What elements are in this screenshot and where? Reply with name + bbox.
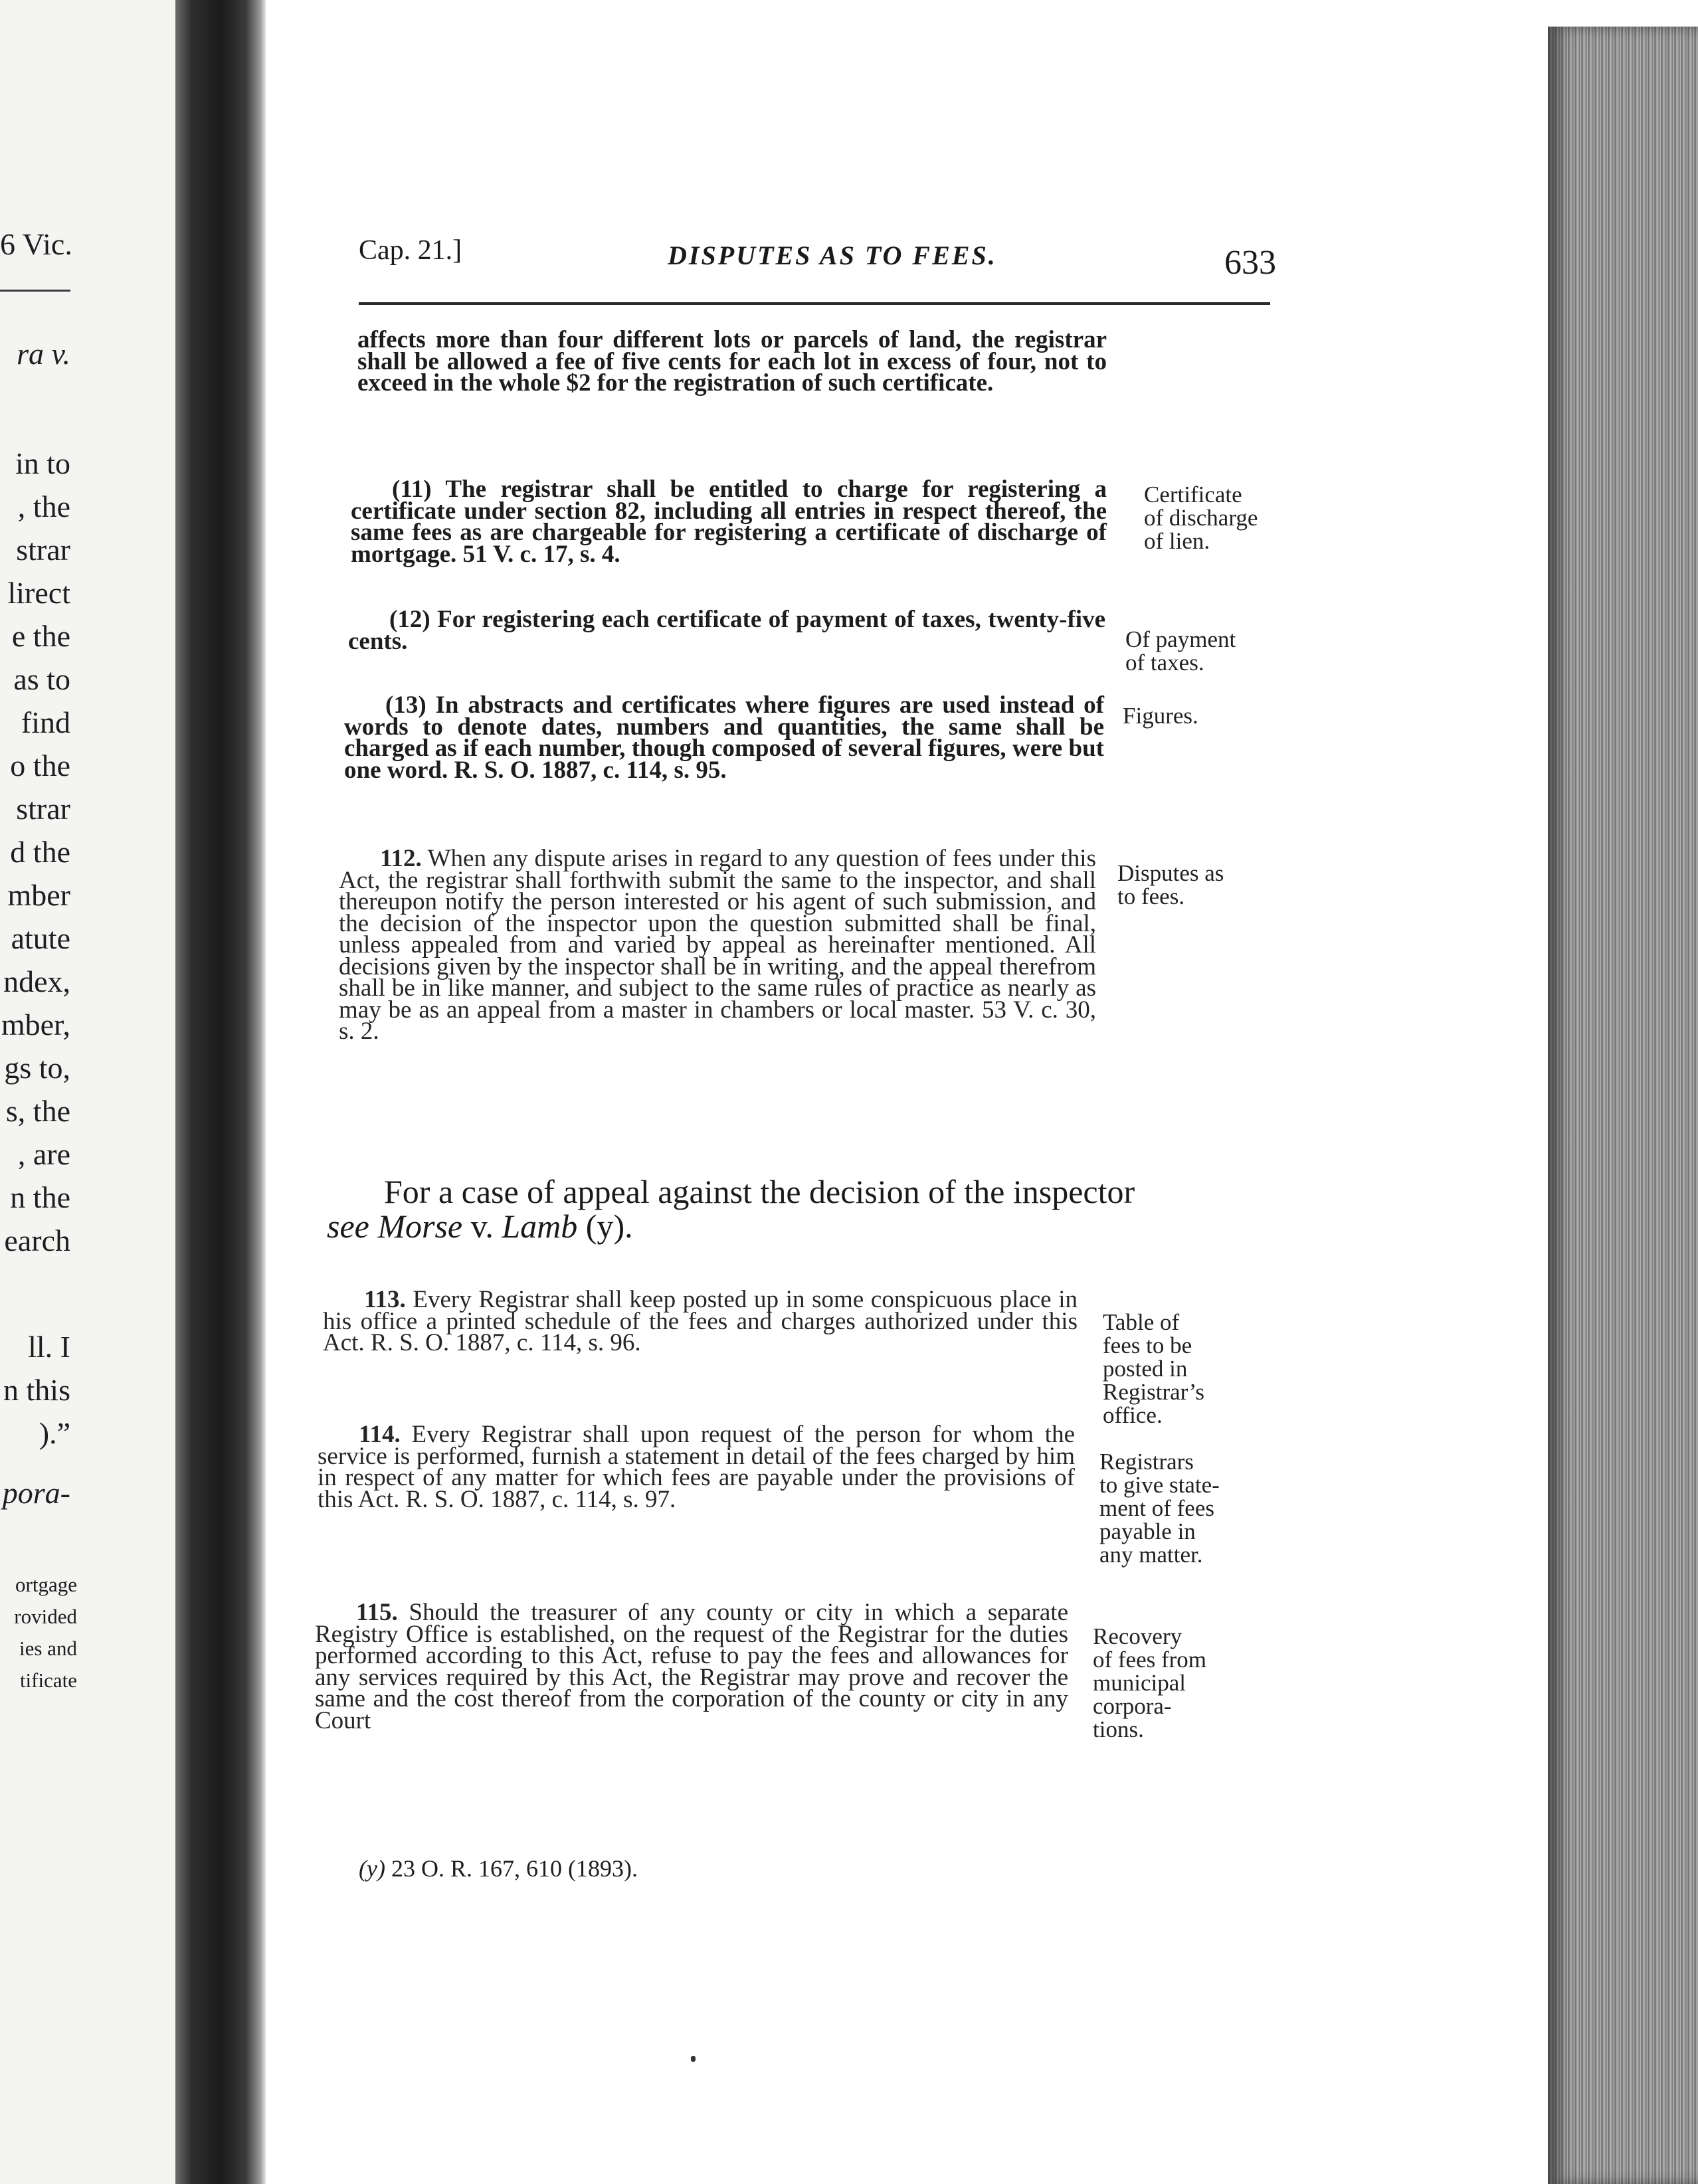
versus: v.	[470, 1208, 494, 1245]
margin-note-line: payable in	[1099, 1518, 1196, 1544]
margin-note-line: of fees from	[1093, 1647, 1207, 1673]
chapter-label: Cap. 21.]	[359, 235, 462, 266]
margin-note-line: office.	[1103, 1402, 1163, 1428]
paragraph-text: affects more than four different lots or parcels of land, the registrar shall be allowed a fee of five cents for each lot in excess of four, not to exceed in the whole $2 for the registration of such certificate.	[357, 326, 1107, 397]
section-number: 115.	[356, 1599, 398, 1626]
margin-note-line: any matter.	[1099, 1542, 1203, 1568]
facing-text-line: , the	[17, 490, 70, 523]
footnote-ref: (y).	[585, 1208, 633, 1245]
margin-note-line: of lien.	[1144, 528, 1210, 554]
paragraph-subsection-13	[344, 691, 1104, 784]
margin-note-line: Figures.	[1123, 703, 1198, 729]
section-112	[339, 845, 1096, 1045]
comment-line: For a case of appeal against the decision of the inspector	[384, 1173, 1135, 1210]
paragraph-subsection-11	[351, 476, 1107, 568]
book-gutter-shadow	[175, 0, 266, 2184]
margin-note-line: Of payment	[1125, 626, 1236, 652]
margin-note-line: Table of	[1103, 1309, 1180, 1335]
margin-note-line: ment of fees	[1099, 1495, 1214, 1521]
facing-text-line: earch	[4, 1224, 70, 1257]
margin-note-line: Registrar’s	[1103, 1379, 1204, 1405]
paragraph-subsection-12	[348, 606, 1105, 655]
margin-note-line: corpora-	[1093, 1693, 1172, 1719]
section-113	[323, 1286, 1078, 1356]
margin-note-disputes	[1117, 862, 1277, 908]
facing-text-line: e the	[11, 619, 70, 653]
facing-text-line: strar	[16, 533, 70, 567]
paragraph-text: When any dispute arises in regard to any question of fees under this Act, the registrar shall forthwith submit the same to the inspector, and shall thereupon notify the person interested or his agent of such submission, and the decision of the inspector upon the question submitted shall be final, unless appealed from and varied by appeal as hereinafter mentioned. All decisions given by the inspector shall be in writing, and the appeal therefrom shall be in like manner, and subject to the same rules of practice as nearly as may be as an appeal from a master in chambers or local master. 53 V. c. 30, s. 2.	[339, 845, 1096, 1045]
section-number: 113.	[364, 1286, 406, 1313]
paragraph-continued	[357, 326, 1107, 397]
facing-text-line: d the	[10, 835, 70, 869]
see-word: see	[327, 1208, 369, 1245]
facing-text-line: find	[21, 705, 70, 739]
margin-note-line: of discharge	[1144, 505, 1258, 531]
footnote	[359, 1857, 638, 1880]
facing-text-line: ll. I	[28, 1330, 70, 1364]
facing-text-line: s, the	[5, 1094, 70, 1128]
paragraph-text: (12) For registering each certificate of payment of taxes, twenty-five cents.	[348, 606, 1105, 655]
header-rule	[359, 302, 1270, 305]
facing-header-rule	[0, 290, 70, 292]
margin-note-line: fees to be	[1103, 1332, 1192, 1358]
comment-case-line	[327, 1209, 1268, 1243]
facing-text-line: ).”	[39, 1416, 70, 1450]
facing-small-text-line: ies and	[19, 1637, 77, 1660]
facing-text-line: mber	[7, 878, 70, 912]
margin-note-line: of taxes.	[1125, 650, 1204, 676]
case-party-2: Lamb	[502, 1208, 578, 1245]
facing-header-fragment: 6 Vic.	[0, 227, 72, 261]
section-114	[318, 1421, 1075, 1513]
case-party-1: Morse	[377, 1208, 463, 1245]
margin-note-line: Disputes as	[1117, 860, 1224, 886]
facing-small-text-line: tificate	[19, 1669, 77, 1692]
section-number: 114.	[359, 1421, 401, 1448]
margin-note-statement	[1099, 1450, 1259, 1566]
section-number: 112.	[380, 845, 422, 872]
section-115	[315, 1599, 1068, 1734]
facing-text-line: gs to,	[4, 1051, 70, 1085]
facing-text-line: ra v.	[17, 337, 70, 371]
paragraph-text: (13) In abstracts and certificates where figures are used instead of words to denote dates, numbers and quantities, the same shall be charged as if each number, though composed of several figures, were but one word. R. S. O. 1887, c. 114, s. 95.	[344, 691, 1104, 784]
paragraph-text: Every Registrar shall upon request of the person for whom the service is performed, furnish a statement in detail of the fees charged by him in respect of any matter for which fees are payable under the provisions of this Act. R. S. O. 1887, c. 114, s. 97.	[318, 1421, 1075, 1513]
margin-note-taxes	[1125, 628, 1278, 674]
footnote-text: 23 O. R. 167, 610 (1893).	[391, 1855, 638, 1882]
ink-speck	[691, 2056, 696, 2062]
facing-small-text-line: ortgage	[15, 1573, 77, 1596]
paragraph-text: Should the treasurer of any county or city in which a separate Registry Office is established, on the request of the Registrar for the duties performed according to this Act, refuse to pay the fees and allowances for any services required by this Act, the Registrar may prove and recover the same and the cost thereof from the corporation of the county or city in any Court	[315, 1599, 1068, 1734]
facing-text-line: lirect	[7, 576, 70, 610]
margin-note-line: to give state-	[1099, 1472, 1220, 1498]
facing-text-line: in to	[15, 446, 70, 480]
left-facing-page	[0, 0, 178, 2184]
running-title: DISPUTES AS TO FEES.	[668, 240, 997, 270]
margin-note-recovery	[1093, 1625, 1252, 1741]
margin-note-table-of-fees	[1103, 1311, 1249, 1427]
margin-note-line: posted in	[1103, 1356, 1188, 1382]
facing-text-line: strar	[16, 792, 70, 826]
footnote-mark: (y)	[359, 1855, 385, 1882]
facing-text-line: o the	[10, 749, 70, 782]
paragraph-text: (11) The registrar shall be entitled to charge for registering a certificate under section 82, including all entries in respect thereof, the same fees as are chargeable for registering a certificate of discharge of mortgage. 51 V. c. 17, s. 4.	[351, 476, 1107, 568]
facing-text-line: as to	[13, 662, 70, 696]
margin-note-line: Recovery	[1093, 1623, 1182, 1649]
margin-note-discharge	[1144, 483, 1290, 553]
margin-note-line: Registrars	[1099, 1449, 1194, 1475]
facing-text-line: mber,	[1, 1008, 70, 1042]
facing-text-line: n the	[10, 1180, 70, 1214]
facing-text-line: ndex,	[3, 964, 70, 998]
page-number: 633	[1224, 244, 1276, 282]
facing-text-line: atute	[11, 921, 70, 955]
margin-note-figures	[1123, 704, 1256, 727]
margin-note-line: municipal	[1093, 1670, 1186, 1696]
margin-note-line: tions.	[1093, 1716, 1144, 1742]
facing-text-line: , are	[17, 1137, 70, 1171]
page-block-edge	[1548, 27, 1698, 2184]
margin-note-line: Certificate	[1144, 482, 1242, 507]
facing-small-text-line: rovided	[14, 1605, 77, 1628]
margin-note-line: to fees.	[1117, 883, 1185, 909]
paragraph-text: Every Registrar shall keep posted up in some conspicuous place in his office a printed schedule of the fees and charges authorized under this Act. R. S. O. 1887, c. 114, s. 96.	[323, 1286, 1078, 1356]
facing-text-line: pora-	[2, 1476, 70, 1510]
editorial-comment	[327, 1173, 1268, 1245]
facing-text-line: n this	[3, 1373, 70, 1407]
